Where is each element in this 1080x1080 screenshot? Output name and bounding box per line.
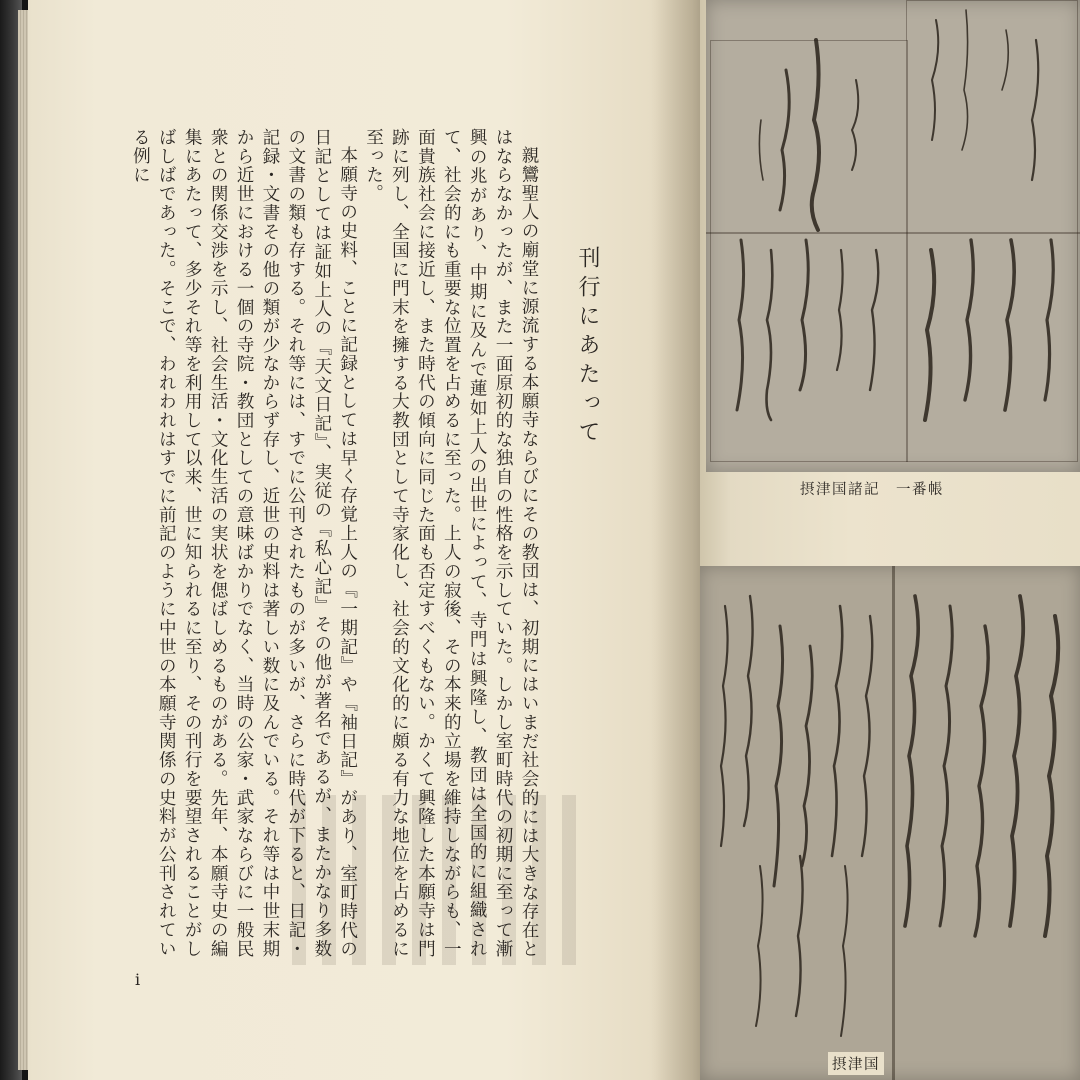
page-heading: 刊行にあたって <box>575 246 600 449</box>
plate-2-handwriting <box>700 566 1080 1080</box>
page-number: i <box>135 970 141 989</box>
paragraph-2: 本願寺の史料、ことに記録としては早く存覚上人の『一期記』や『袖日記』があり、室町時代の日記としては証如上人の『天文日記』、実従の『私心記』その他が著名であるが、またかなり多数の文書の類も存する。それ等には、すでに公刊されたものが多いが、さらに時代が下ると、日記・記録・文書その他の類が少なからず存し、近世の史料は著しい数に及んでいる。それ等は中世末期から近世における一個の寺院・教団としての意味ばかりでなく、当時の公家・武家ならびに一般民衆との関係交渉を示し、社会生活・文化生活の実状を偲ばしめるものがある。先年、本願寺史の編集にあたって、多少それ等を利用して以来、世に知られるに至り、その刊行を要望されることがしばしばであった。そこで、われわれはすでに前記のように中世の本願寺関係の史料が公刊されている例に <box>130 128 358 958</box>
plate-1-caption: 摂津国諸記 一番帳 <box>800 482 944 498</box>
body-text <box>126 128 541 958</box>
plate-2-caption: 摂津国 <box>828 1052 884 1075</box>
paragraph-1: 親鸞聖人の廟堂に源流する本願寺ならびにその教団は、初期にはいまだ社会的には大きな存在とはならなかったが、また一面原初的な独自の性格を示していた。しかし室町時代の初期に至って漸興の兆があり、中期に及んで蓮如上人の出世によって、寺門は興隆し、教団は全国的に組織されて、社会的にも重要な位置を占めるに至った。上人の寂後、その本来的立場を維持しながらも、一面貴族社会に接近し、また時代の傾向に同じた面も否定すべくもない。かくて興隆した本願寺は門跡に列し、全国に門末を擁する大教団として寺家化し、社会的文化的に頗る有力な地位を占めるに至った。 <box>363 128 539 958</box>
manuscript-plate-2 <box>700 566 1080 1080</box>
plate-1-handwriting <box>706 0 1080 472</box>
manuscript-plate-1 <box>706 0 1080 472</box>
